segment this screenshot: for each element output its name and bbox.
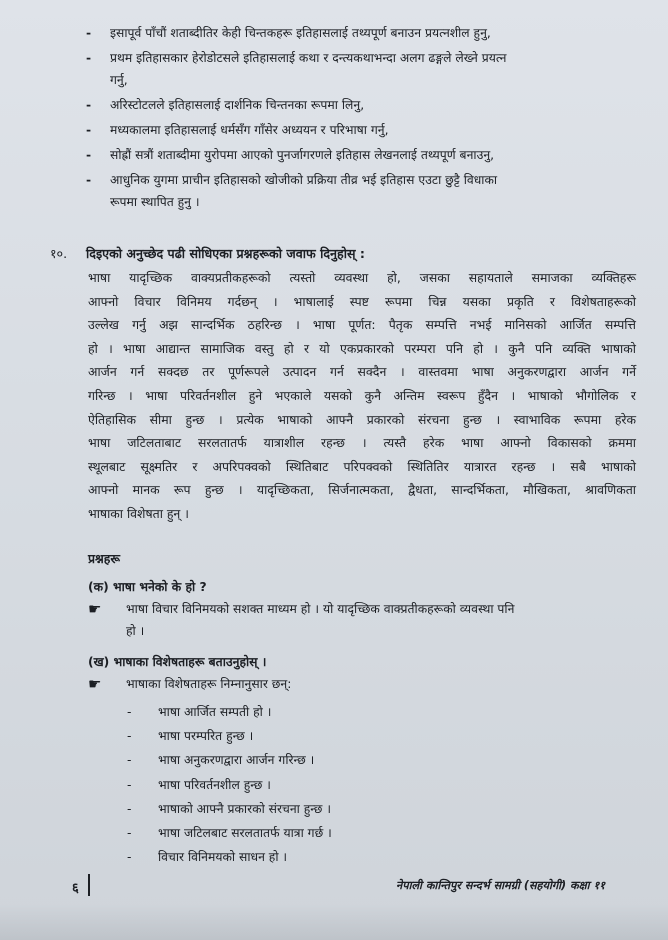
passage-line: भाषा जटिलताबाट सरलतातर्फ यात्राशील रहन्छ । त्यस्तै हरेक भाषा आफ्नो विकासको क्रममा (88, 435, 636, 451)
feature-text: भाषाको आफ्नै प्रकारको संरचना हुन्छ । (158, 801, 331, 816)
passage-line: भाषाका विशेषता हुन् । (88, 505, 189, 521)
bullet-text: मध्यकालमा इतिहासलाई धर्मसँग गाँसेर अध्ययन र परिभाषा गर्नु, (110, 123, 389, 137)
answer-text-continuation: हो । (126, 624, 145, 638)
bullet-dash: - (86, 98, 92, 112)
question-number: १०. (50, 246, 68, 261)
feature-text: भाषा परिवर्तनशील हुन्छ । (158, 777, 271, 792)
bullet-dash: - (86, 148, 92, 162)
bullet-text: रूपमा स्थापित हुनु । (110, 195, 200, 209)
passage-line: ऐतिहासिक सीमा हुन्छ । प्रत्येक भाषाको आफ्नै प्रकारको संरचना हुन्छ । स्वाभाविक रूपमा हरेक (88, 411, 636, 427)
bullet-text: आधुनिक युगमा प्राचीन इतिहासको खोजीको प्रक्रिया तीव्र भई इतिहास एउटा छुट्टै विधाका (110, 173, 498, 187)
feature-text: भाषा परम्परित हुन्छ । (158, 729, 254, 744)
bullet-dash: - (127, 801, 132, 816)
page-footer (0, 874, 668, 904)
answer-line (88, 673, 648, 695)
question-answer-kha (88, 651, 648, 695)
bullet-text: इसापूर्व पाँचौं शताब्दीतिर केही चिन्तकहरू इतिहासलाई तथ्यपूर्ण बनाउन प्रयत्नशील हुनु, (110, 26, 491, 40)
bullet-dash: - (127, 825, 132, 840)
bullet-dash: - (86, 173, 92, 187)
list-item (0, 119, 668, 141)
list-item (0, 724, 668, 748)
bullet-dash: - (127, 753, 132, 768)
feature-text: भाषा जटिलबाट सरलतातर्फ यात्रा गर्छ । (158, 825, 332, 840)
question-heading (50, 243, 365, 265)
list-item-continuation (0, 69, 668, 91)
passage-line: उल्लेख गर्नु अझ सान्दर्भिक ठहरिन्छ । भाषा पूर्णत: पैतृक सम्पत्ति नभई मानिसको आर्जित सम्पत्ति (88, 317, 636, 333)
list-item (0, 773, 668, 797)
list-item (0, 47, 668, 69)
page-shadow (0, 904, 668, 940)
book-title: नेपाली कान्तिपुर सन्दर्भ सामग्री (सहयोगी) कक्षा ११ (396, 879, 606, 892)
answer-text: भाषा विचार विनिमयको सशक्त माध्यम हो । यो यादृच्छिक वाक्प्रतीकहरूको व्यवस्था पनि (126, 602, 515, 616)
list-item (0, 748, 668, 772)
list-item (0, 144, 668, 166)
list-item (0, 845, 668, 869)
bullet-dash: - (127, 777, 132, 792)
page-number: ६ (72, 881, 79, 896)
bullet-dash: - (86, 123, 92, 137)
bullet-dash: - (127, 705, 132, 719)
passage-line: गरिन्छ । भाषा परिवर्तनशील हुने भएकाले यसको कुनै अन्तिम स्वरूप हुँदैन । भाषाको भौगोलिक र (88, 387, 636, 403)
list-item-continuation (0, 191, 668, 213)
passage (88, 266, 636, 526)
list-item (0, 22, 668, 44)
passage-line: हो । भाषा आद्यान्त सामाजिक वस्तु हो र यो एकप्रकारको परम्परा पनि हो । कुनै पनि व्यक्ति भाषाको (88, 340, 636, 356)
question-label: (ख) भाषाका विशेषताहरू बताउनुहोस् । (88, 655, 267, 669)
feature-text: भाषा आर्जित सम्पती हो । (158, 705, 272, 719)
bullet-text: अरिस्टोटलले इतिहासलाई दार्शनिक चिन्तनका रूपमा लिनु, (110, 98, 365, 112)
passage-line: भाषा यादृच्छिक वाक्यप्रतीकहरूको त्यस्तो व्यवस्था हो, जसका सहायताले समाजका व्यक्तिहरू (88, 270, 636, 285)
list-item (0, 700, 668, 724)
feature-list (0, 700, 668, 869)
feature-text: भाषा अनुकरणद्वारा आर्जन गरिन्छ । (158, 753, 315, 768)
passage-line: आर्जन गर्न सक्दछ तर पूर्णरूपले उत्पादन गर्न सक्दैन । वास्तवमा भाषा अनुकरणद्वारा आर्जन गर्ने (88, 364, 636, 380)
bullet-dash: - (86, 26, 92, 40)
bullet-dash: - (127, 729, 132, 744)
question-instruction: दिइएको अनुच्छेद पढी सोधिएका प्रश्नहरूको जवाफ दिनुहोस् : (86, 246, 365, 261)
list-item (0, 821, 668, 845)
footer-divider (88, 874, 90, 896)
bullet-dash: - (86, 51, 92, 65)
answer-line (88, 598, 648, 620)
pointing-hand-icon: ☛ (88, 675, 102, 693)
questions-heading: प्रश्नहरू (88, 551, 121, 566)
feature-text: विचार विनिमयको साधन हो । (158, 850, 288, 865)
list-item (0, 797, 668, 821)
pointing-hand-icon: ☛ (88, 600, 102, 618)
top-bullet-list (0, 22, 668, 213)
answer-text: भाषाका विशेषताहरू निम्नानुसार छन्: (126, 677, 292, 691)
bullet-dash: - (127, 850, 132, 865)
passage-line: आफ्नो मानक रूप हुन्छ । यादृच्छिकता, सिर्जनात्मकता, द्वैधता, सान्दर्भिकता, मौखिकता, श्रावणिकता (88, 482, 636, 498)
question-label: (क) भाषा भनेको के हो ? (88, 580, 207, 594)
list-item (0, 94, 668, 116)
bullet-text: सोह्रौं सत्रौं शताब्दीमा युरोपमा आएको पुनर्जागरणले इतिहास लेखनलाई तथ्यपूर्ण बनाउनु, (110, 148, 495, 162)
question-answer-ka (88, 576, 648, 642)
passage-line: आफ्नो विचार विनिमय गर्दछन् । भाषालाई स्पष्ट रूपमा चिन्न यसका प्रकृति र विशेषताहरूको (88, 293, 636, 309)
list-item (0, 169, 668, 191)
bullet-text: प्रथम इतिहासकार हेरोडोटसले इतिहासलाई कथा र दन्त्यकथाभन्दा अलग ढङ्गले लेख्ने प्रयत्न (110, 51, 507, 65)
bullet-text: गर्नु, (110, 73, 128, 87)
passage-line: स्थूलबाट सूक्ष्मतिर र अपरिपक्वको स्थितिबाट परिपक्वको स्थितितिर यात्रारत रहन्छ । सबै भाषाको (88, 458, 636, 474)
